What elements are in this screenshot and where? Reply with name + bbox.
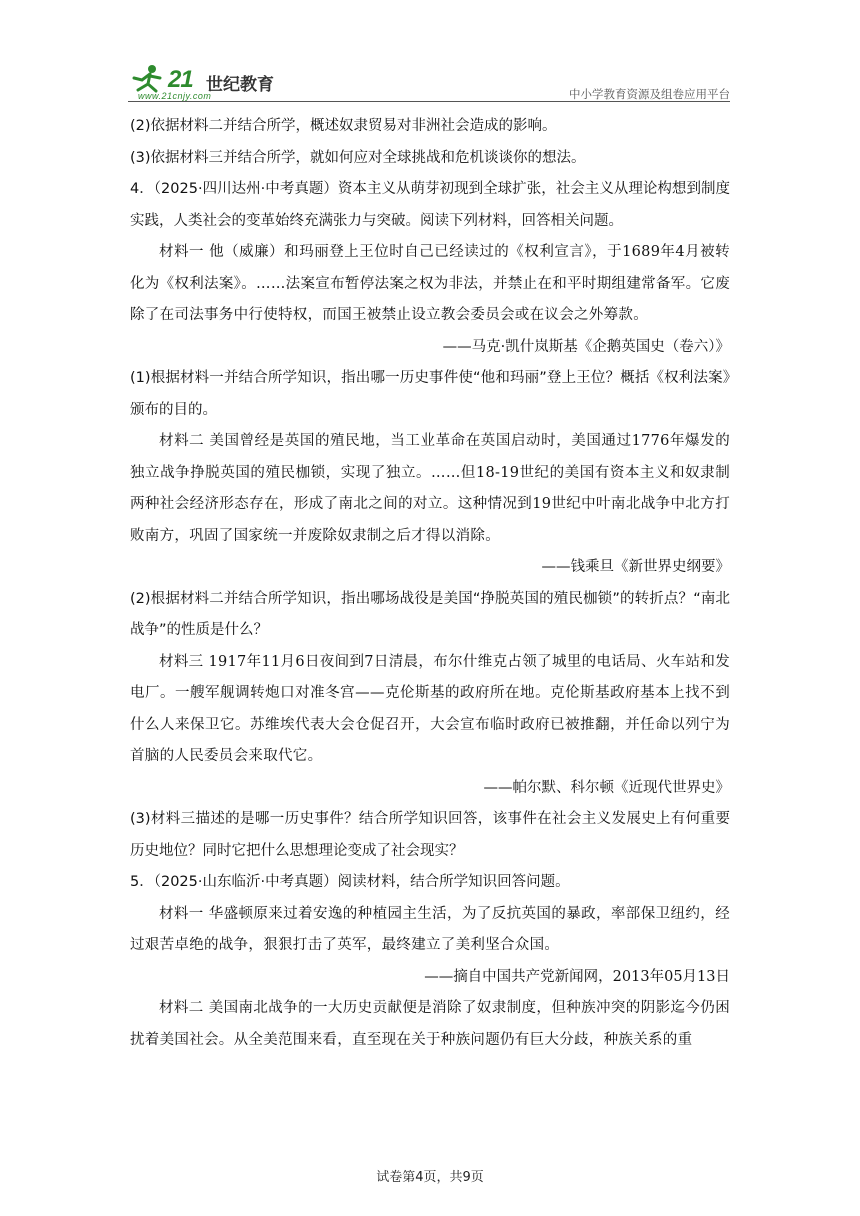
source-citation: ——帕尔默、科尔顿《近现代世界史》 xyxy=(483,779,730,796)
page-header xyxy=(128,62,730,104)
header-divider xyxy=(128,101,730,102)
source-citation: ——马克·凯什岚斯基《企鹅英国史（卷六）》 xyxy=(442,338,730,355)
question-text: 5．（2025·山东临沂·中考真题）阅读材料，结合所学知识回答问题。 xyxy=(130,874,570,890)
question-text: (1)根据材料一并结合所学知识，指出哪一历史事件使“他和玛丽”登上王位？概括《权利法案》颁布的目的。 xyxy=(130,370,730,418)
material-paragraph: 材料一 他（威廉）和玛丽登上王位时自己已经读过的《权利宣言》，于1689年4月被转化为《权利法案》。……法案宣布暂停法案之权为非法，并禁止在和平时期组建常备军。它废除了在司法事务中行使特权，而国王被禁止设立教会委员会或在议会之外筹款。 xyxy=(130,244,730,323)
document-body xyxy=(130,111,730,1056)
material-paragraph: 材料一 华盛顿原来过着安逸的种植园主生活，为了反抗英国的暴政，率部保卫纽约，经过艰苦卓绝的战争，狠狠打击了英军，最终建立了美利坚合众国。 xyxy=(130,905,730,953)
material-paragraph: 材料二 美国南北战争的一大历史贡献便是消除了奴隶制度，但种族冲突的阴影迄今仍困扰着美国社会。从全美范围来看，直至现在关于种族问题仍有巨大分歧，种族关系的重 xyxy=(130,1000,730,1048)
question-text: (2)依据材料二并结合所学，概述奴隶贸易对非洲社会造成的影响。 xyxy=(130,118,557,134)
logo-number: 21 xyxy=(168,66,193,93)
question-text: (3)依据材料三并结合所学，就如何应对全球挑战和危机谈谈你的想法。 xyxy=(130,149,586,166)
runner-icon xyxy=(128,64,168,94)
logo-url: www.21cnjy.com xyxy=(138,91,212,101)
question-text: (2)根据材料二并结合所学知识，指出哪场战役是美国“挣脱英国的殖民枷锁”的转折点？“南北战争”的性质是什么？ xyxy=(130,590,730,638)
source-citation: ——摘自中国共产党新闻网，2013年05月13日 xyxy=(424,968,730,985)
logo-text: 世纪教育 xyxy=(206,75,274,95)
question-text: 4．（2025·四川达州·中考真题）资本主义从萌芽初现到全球扩张，社会主义从理论构想到制度实践，人类社会的变革始终充满张力与突破。阅读下列材料，回答相关问题。 xyxy=(130,181,730,229)
platform-tagline: 中小学教育资源及组卷应用平台 xyxy=(569,87,730,101)
page-footer: 试卷第4页，共9页 xyxy=(376,1170,484,1185)
source-citation: ——钱乘旦《新世界史纲要》 xyxy=(541,559,730,575)
site-logo[interactable] xyxy=(128,62,278,102)
question-text: (3)材料三描述的是哪一历史事件？结合所学知识回答，该事件在社会主义发展史上有何重要历史地位？同时它把什么思想理论变成了社会现实？ xyxy=(130,811,730,859)
material-paragraph: 材料二 美国曾经是英国的殖民地，当工业革命在英国启动时，美国通过1776年爆发的独立战争挣脱英国的殖民枷锁，实现了独立。……但18-19世纪的美国有资本主义和奴隶制两种社会经济形态存在，形成了南北之间的对立。这种情况到19世纪中叶南北战争中北方打败南方，巩固了国家统一并废除奴隶制之后才得以消除。 xyxy=(130,433,730,544)
material-paragraph: 材料三 1917年11月6日夜间到7日清晨，布尔什维克占领了城里的电话局、火车站和发电厂。一艘军舰调转炮口对准冬宫——克伦斯基的政府所在地。克伦斯基政府基本上找不到什么人来保卫它。苏维埃代表大会仓促召开，大会宣布临时政府已被推翻，并任命以列宁为首脑的人民委员会来取代它。 xyxy=(130,653,730,764)
